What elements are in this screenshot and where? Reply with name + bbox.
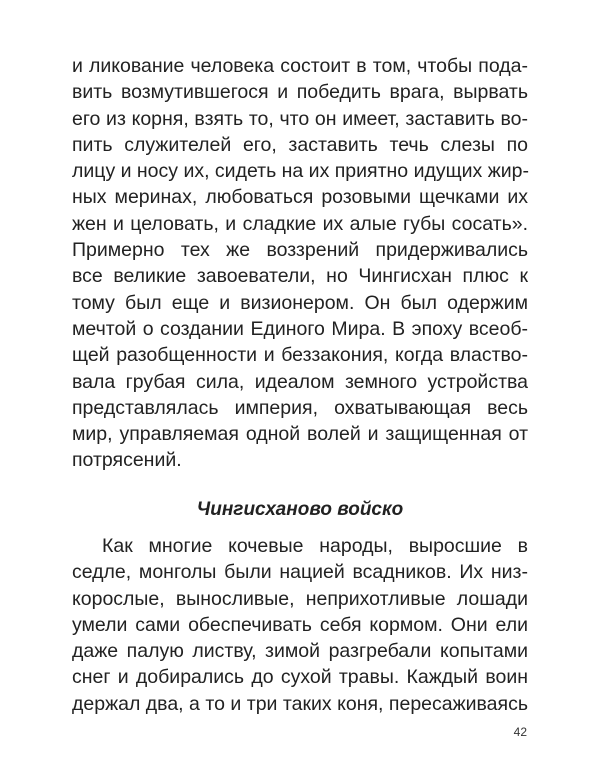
text-line: вала грубая сила, идеалом земного устройства [72, 370, 528, 393]
text-line: его из корня, взять то, что он имеет, заставить во- [72, 107, 528, 130]
text-line: мечтой о создании Единого Мира. В эпоху всеоб- [72, 317, 528, 340]
text-line: мир, управляемая одной волей и защищенная от [72, 423, 528, 446]
text-line: Как многие кочевые народы, выросшие в [102, 535, 528, 557]
text-line: корослые, выносливые, неприхотливые лошади [72, 587, 528, 610]
paragraph-1 [72, 53, 528, 474]
text-line: вить возмутившегося и победить врага, вырвать [72, 81, 528, 104]
text-line: даже палую листву, зимой разгребали копытами [72, 640, 528, 663]
text-line: все великие завоеватели, но Чингисхан плюс к [72, 265, 528, 288]
section-heading: Чингисханово войско [196, 499, 404, 520]
text-line: умели сами обеспечивать себя кормом. Они ели [72, 613, 528, 636]
text-line: щей разобщенности и беззакония, когда властво- [72, 344, 528, 367]
text-line: Примерно тех же воззрений придерживались [72, 239, 528, 262]
text-line: лицу и носу их, сидеть на их приятно идущих жир- [72, 160, 529, 183]
text-line: жен и целовать, и сладкие их алые губы сосать». [72, 212, 528, 235]
text-line: и ликование человека состоит в том, чтобы пода- [72, 55, 528, 77]
text-line: тому был еще и визионером. Он был одержим [72, 291, 528, 314]
paragraph-2 [72, 533, 528, 717]
text-line: снег и добирались до сухой травы. Каждый воин [72, 666, 528, 689]
text-line: представлялась империя, охватывающая весь [72, 396, 528, 419]
text-line: седле, монголы были нацией всадников. Их низ- [72, 561, 528, 584]
text-line: ных меринах, любоваться розовыми щечками их [72, 186, 528, 209]
text-line: держал два, а то и три таких коня, пересаживаясь [72, 692, 528, 715]
text-line: потрясений. [72, 449, 182, 472]
text-line: пить служителей его, заставить течь слезы по [72, 133, 528, 156]
page-number: 42 [513, 725, 527, 739]
